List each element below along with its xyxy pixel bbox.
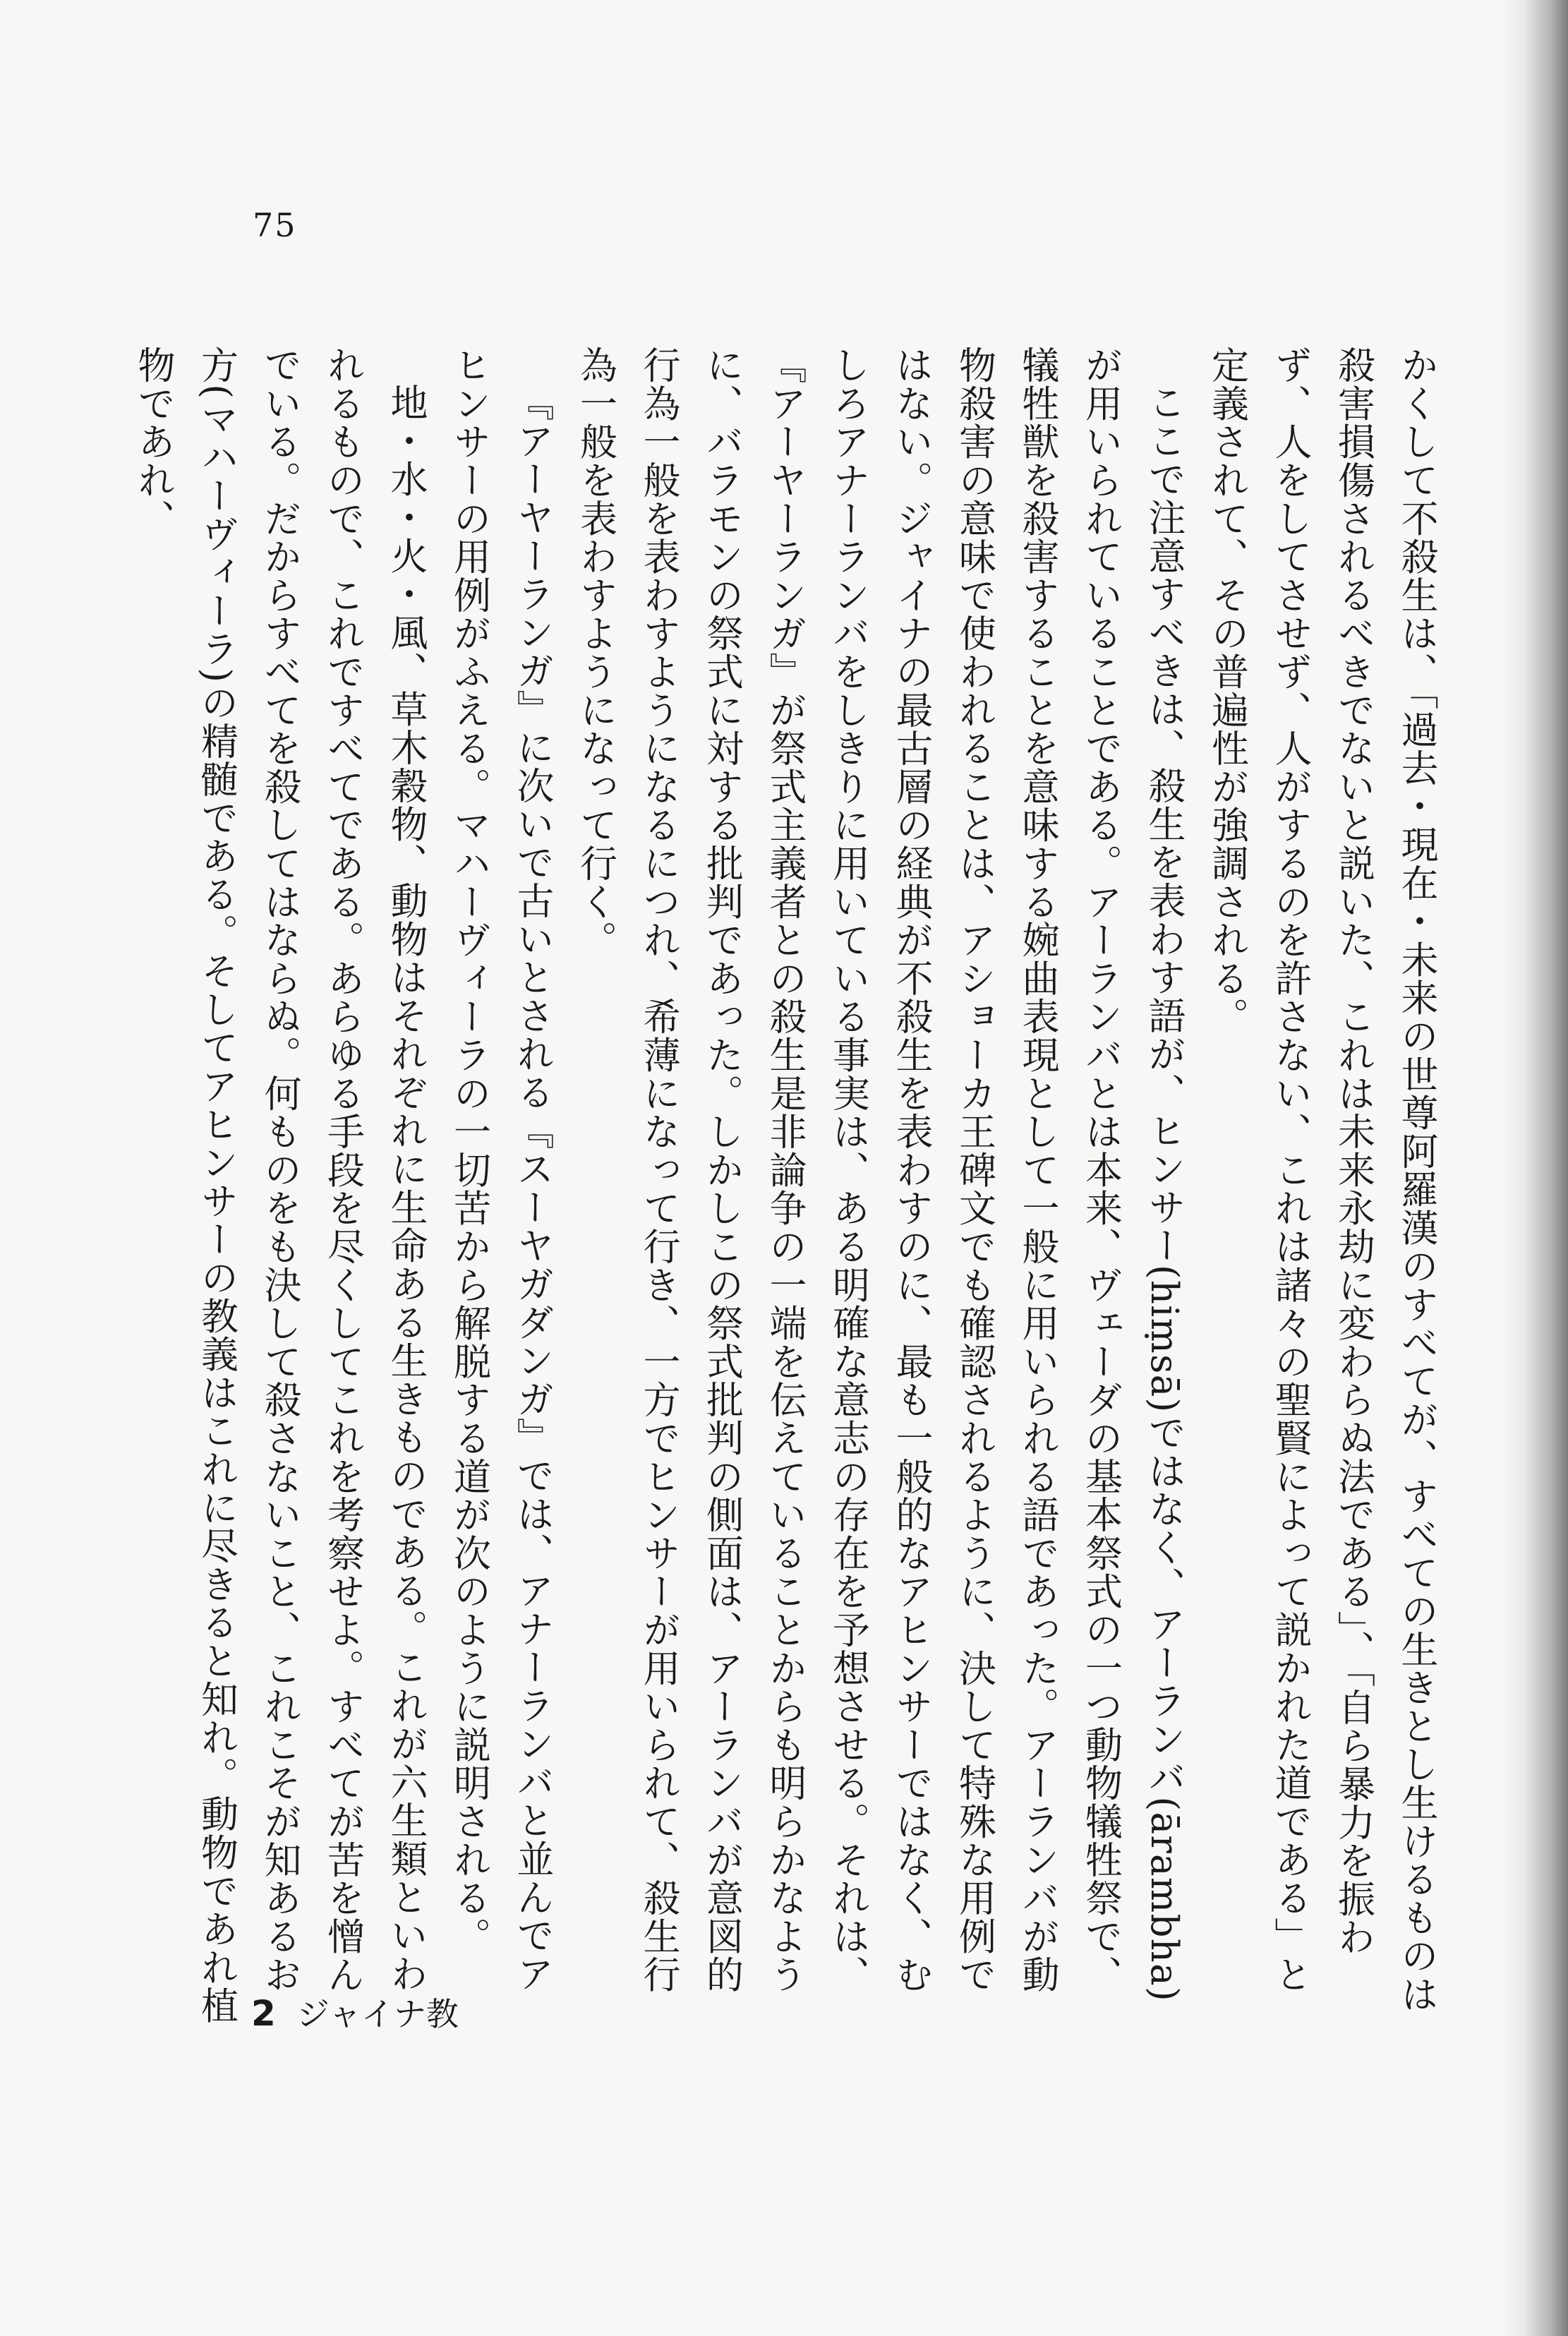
chapter-number: 2 — [251, 1993, 276, 2034]
paragraph-4: 地・水・火・風、草木穀物、動物はそれぞれに生命ある生きものである。これが六生類といわれるもので、これですべてである。あらゆる手段を尽くしてこれを考察せよ。すべてが苦を憎んでいる。だからすべてを殺してはならぬ。何ものをも決して殺さないこと、これこそが知あるお方(マハーヴィーラ)の精髄である。そしてアヒンサーの教義はこれに尽きると知れ。動物であれ植物であれ、 — [132, 346, 428, 2025]
paragraph-2: ここで注意すべきは、殺生を表わす語が、ヒンサー(hiṃsā)ではなく、アーランバ(ārambha)が用いられていることである。アーランバとは本来、ヴェーダの基本祭式の一つ動物犠牲祭で、犠牲獣を殺害することを意味する婉曲表現として一般に用いられる語であった。アーランバが動物殺害の意味で使われることは、アショーカ王碑文でも確認されるように、決して特殊な用例ではない。ジャイナの最古層の経典が不殺生を表わすのに、最も一般的なアヒンサーではなく、むしろアナーランバをしきりに用いている事実は、ある明確な意志の存在を予想させる。それは、『アーヤーランガ』が祭式主義者との殺生是非論争の一端を伝えていることからも明らかなように、バラモンの祭式に対する批判であった。しかしこの祭式批判の側面は、アーランバが意図的行為一般を表わすようになるにつれ、希薄になって行き、一方でヒンサーが用いられて、殺生行為一般を表わすようになって行く。 — [574, 346, 1186, 2002]
paragraph-3: 『アーヤーランガ』に次いで古いとされる『スーヤガダンガ』では、アナーランバと並んでアヒンサーの用例がふえる。マハーヴィーラの一切苦から解脱する道が次のように説明される。 — [447, 346, 554, 1993]
page-number: 75 — [253, 206, 297, 244]
vertical-text-body — [122, 346, 1449, 2025]
page-edge-shadow — [1501, 0, 1568, 2336]
running-footer — [251, 1989, 459, 2035]
chapter-title: ジャイナ教 — [296, 1995, 459, 2033]
paragraph-1: かくして不殺生は、「過去・現在・未来の世尊阿羅漢のすべてが、すべての生きとし生けるものは殺害損傷されるべきでないと説いた、これは未来永劫に変わらぬ法である」、「自ら暴力を振わず、人をしてさせず、人がするのを許さない、これは諸々の聖賢によって説かれた道である」と定義されて、その普遍性が強調される。 — [1205, 346, 1438, 2013]
